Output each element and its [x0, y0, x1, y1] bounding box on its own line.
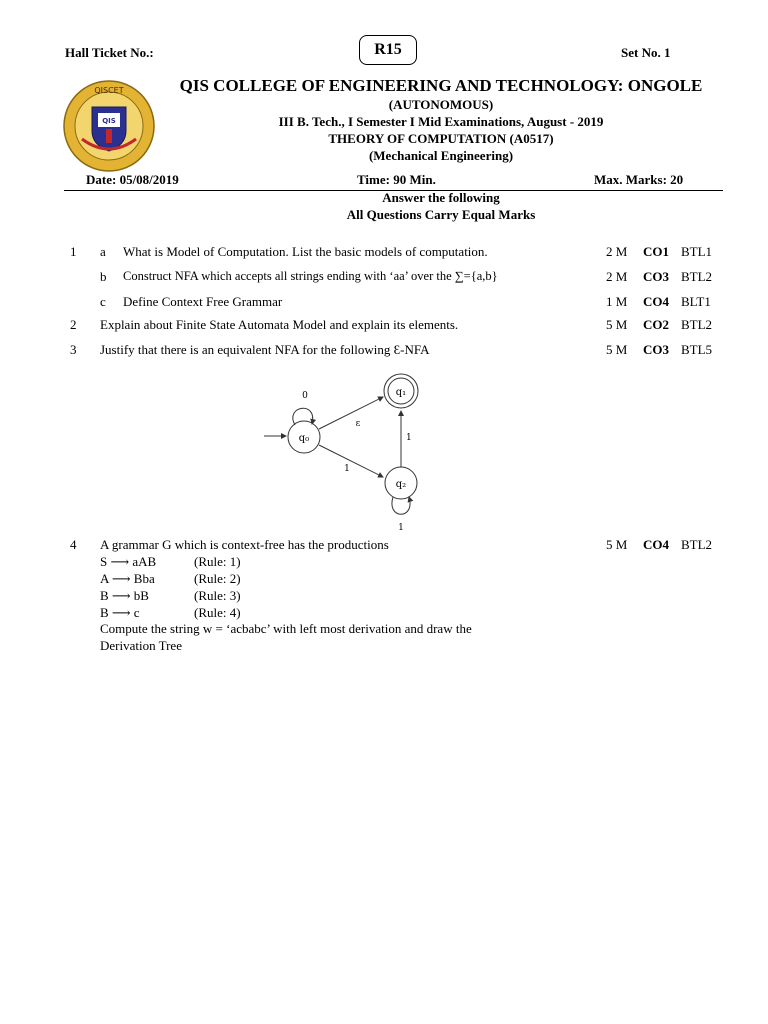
question-text: A grammar G which is context-free has the productions — [100, 537, 389, 552]
question-btl: BTL1 — [681, 244, 713, 259]
question-marks: 5 M — [606, 537, 628, 552]
subject-line: THEORY OF COMPUTATION (A0517) — [328, 131, 554, 146]
exam-time: Time: 90 Min. — [357, 172, 436, 187]
question-text: Define Context Free Grammar — [123, 294, 283, 309]
question-co: CO4 — [643, 294, 669, 309]
grammar-task-line-1: Compute the string w = ‘acbabc’ with left most derivation and draw the — [100, 621, 472, 636]
hall-ticket-label: Hall Ticket No.: — [65, 45, 154, 60]
epsilon-nfa-diagram — [262, 370, 434, 532]
max-marks: Max. Marks: 20 — [594, 172, 684, 187]
question-text: Construct NFA which accepts all strings ending with ‘aa’ over the ∑={a,b} — [123, 269, 498, 283]
question-marks: 5 M — [606, 342, 628, 357]
instruction-line-2: All Questions Carry Equal Marks — [346, 207, 536, 222]
question-co: CO1 — [643, 244, 669, 259]
label-loop-q0: 0 — [302, 391, 308, 401]
label-q0-q2: 1 — [344, 464, 350, 474]
edge-q0-q2 — [319, 445, 383, 477]
question-btl: BTL5 — [681, 342, 713, 357]
logo-text-mid: QIS — [102, 117, 116, 125]
logo-text-top: QISCET — [94, 86, 124, 95]
question-number: 4 — [70, 537, 77, 552]
label-loop-q2: 1 — [398, 523, 404, 532]
branch-line: (Mechanical Engineering) — [368, 148, 514, 163]
label-q2-q1: 1 — [406, 433, 412, 443]
question-co: CO3 — [643, 269, 669, 284]
question-sub: a — [100, 244, 106, 259]
grammar-production: B ⟶ c — [100, 605, 140, 620]
grammar-production: B ⟶ bB — [100, 588, 149, 603]
question-marks: 2 M — [606, 269, 628, 284]
question-btl: BTL2 — [681, 269, 713, 284]
question-text: Justify that there is an equivalent NFA for the following Ɛ-NFA — [100, 342, 430, 357]
label-eps: ε — [355, 419, 361, 429]
loop-q2 — [392, 497, 410, 514]
question-sub: c — [100, 294, 106, 309]
question-text: What is Model of Computation. List the basic models of computation. — [123, 244, 488, 259]
question-co: CO3 — [643, 342, 669, 357]
question-co: CO4 — [643, 537, 669, 552]
question-sub: b — [100, 269, 107, 284]
question-btl: BTL2 — [681, 537, 713, 552]
question-marks: 5 M — [606, 317, 628, 332]
college-name: QIS COLLEGE OF ENGINEERING AND TECHNOLOGY: ONGOLE — [179, 76, 703, 95]
state-q1-label: q₁ — [395, 387, 407, 398]
state-q0-label: q₀ — [298, 433, 310, 444]
question-co: CO2 — [643, 317, 669, 332]
question-btl: BLT1 — [681, 294, 711, 309]
edge-q0-q1 — [319, 397, 383, 429]
college-logo — [62, 79, 156, 173]
state-q2-label: q₂ — [395, 479, 407, 490]
question-number: 3 — [70, 342, 77, 357]
exam-line: III B. Tech., I Semester I Mid Examinations, August - 2019 — [278, 114, 604, 129]
grammar-rule-label: (Rule: 4) — [194, 605, 241, 620]
regulation-box: R15 — [359, 35, 417, 65]
question-number: 2 — [70, 317, 77, 332]
question-marks: 1 M — [606, 294, 628, 309]
grammar-task-line-2: Derivation Tree — [100, 638, 182, 653]
grammar-production: S ⟶ aAB — [100, 554, 157, 569]
grammar-rule-label: (Rule: 2) — [194, 571, 241, 586]
question-marks: 2 M — [606, 244, 628, 259]
question-btl: BTL2 — [681, 317, 713, 332]
grammar-rule-label: (Rule: 3) — [194, 588, 241, 603]
question-number: 1 — [70, 244, 77, 259]
grammar-rule-label: (Rule: 1) — [194, 554, 241, 569]
instruction-line-1: Answer the following — [382, 190, 500, 205]
grammar-production: A ⟶ Bba — [100, 571, 155, 586]
question-text: Explain about Finite State Automata Model and explain its elements. — [100, 317, 459, 332]
autonomous-line: (AUTONOMOUS) — [388, 97, 494, 112]
exam-date: Date: 05/08/2019 — [86, 172, 179, 187]
set-number: Set No. 1 — [621, 45, 671, 60]
